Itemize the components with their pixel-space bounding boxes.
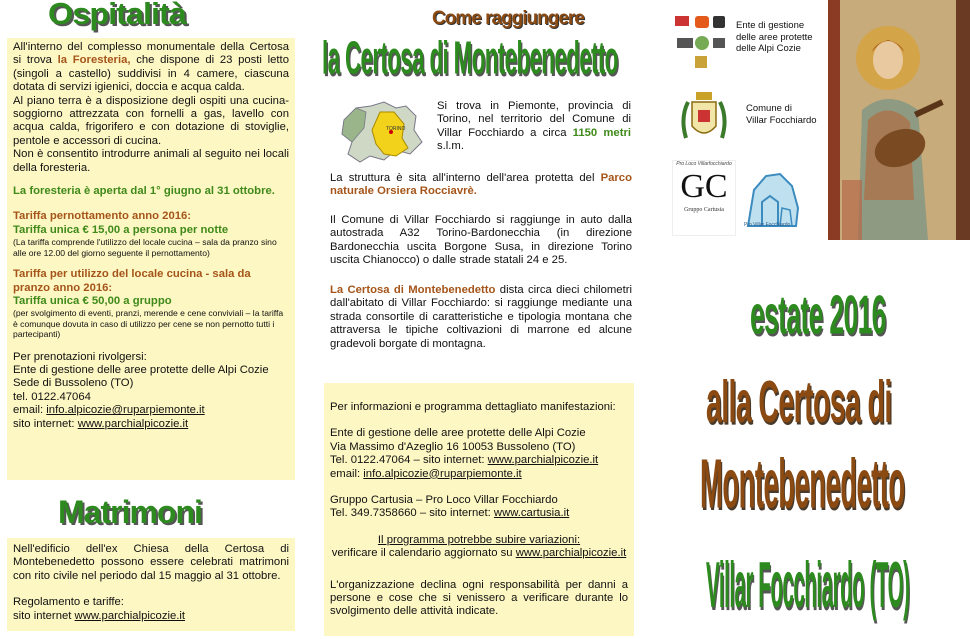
- booking-site-link[interactable]: www.parchialpicozie.it: [77, 417, 189, 430]
- info-box: [324, 383, 634, 636]
- angel-fresco-image: [828, 0, 970, 240]
- tariff-night-note: (La tariffa comprende l'utilizzo del locale cucina – sala da pranzo sino alle ore 12.00 del giorno seguente il pernottamento): [13, 237, 277, 258]
- matrimoni-box: [7, 538, 295, 631]
- info-line-3: Via Massimo d'Azeglio 16 10053 Bussoleno (TO): [330, 440, 576, 453]
- comune-label: Comune di Villar Focchiardo: [746, 103, 817, 126]
- booking-tel: tel. 0122.47064: [13, 390, 91, 403]
- come-raggiungere-text: Come raggiungere: [432, 8, 584, 29]
- matrimoni-site-link[interactable]: www.parchialpicozie.it: [74, 609, 186, 622]
- info-email-line: email: info.alpicozie@ruparpiemonte.it: [330, 467, 522, 480]
- distance-paragraph: La Certosa di Montebenedetto dista circa dieci chilometri dall'abitato di Villar Focchiardo: si raggiunge mediante una strada consortile di caratteristiche e tipologia montana che attraversa le tipiche coltivazioni di marrone ed alcune gradevoli borgate di montagna.: [330, 284, 633, 350]
- tariff-kitchen-note: (per svolgimento di eventi, pranzi, merende e cene conviviali – la tariffa è comunque dovuta in caso di utilizzo per cene se non pernotto tutti i partecipanti): [13, 308, 284, 340]
- alla-certosa-text: alla Certosa di: [706, 367, 892, 435]
- variations-line-1: Il programma potrebbe subire variazioni:: [377, 533, 581, 546]
- road-paragraph: Il Comune di Villar Focchiardo si raggiunge in auto dalla autostrada A32 Torino-Bardonecchia (in direzione Bardonecchia uscita Borgone Susa, in direzione Torino uscita Chianocco) o dalle strade statali 24 e 25.: [330, 214, 632, 267]
- info-site-link[interactable]: www.parchialpicozie.it: [487, 454, 599, 467]
- info-line-4: Tel. 0122.47064 – sito internet: www.parchialpicozie.it: [330, 454, 599, 467]
- comune-crest-icon: [676, 88, 732, 148]
- group-line-1: Gruppo Cartusia – Pro Loco Villar Focchiardo: [330, 494, 558, 507]
- booking-email-line: email: info.alpicozie@ruparpiemonte.it: [13, 404, 205, 417]
- matrimoni-title: [58, 494, 202, 531]
- location-intro: Si trova in Piemonte, provincia di Torino, nel territorio del Comune di Villar Focchiardo a circa 1150 metri s.l.m.: [437, 100, 631, 153]
- gc-logo-icon: GC: [680, 168, 728, 205]
- matrimoni-rules: Regolamento e tariffe:: [13, 596, 124, 609]
- disclaimer: L'organizzazione declina ogni responsabilità per danni a persone e cose che si venissero a verificare durante lo svolgimento delle attività indicate.: [330, 578, 628, 618]
- certosa-title-text: la Certosa di Montebenedetto: [322, 33, 618, 85]
- estate-2016-text: estate 2016: [750, 284, 886, 346]
- alla-certosa-title: [706, 366, 970, 435]
- ente-logos-icon: [673, 14, 729, 70]
- ospitalita-box: [7, 38, 295, 480]
- piemonte-map-icon: [336, 98, 426, 168]
- tariff-kitchen-title: Tariffa per utilizzo del locale cucina - sala da pranzo anno 2016:: [13, 268, 251, 294]
- matrimoni-paragraph: Nell'edificio dell'ex Chiesa della Certosa di Montebenedetto possono essere celebrati matrimoni con rito civile nel periodo dal 15 maggio al 31 ottobre.: [13, 543, 289, 582]
- park-paragraph: La struttura è sita all'interno dell'area protetta del Parco naturale Orsiera Rocciavrè.: [330, 172, 632, 198]
- villar-focchiardo-text: Villar Focchiardo (TO): [706, 548, 910, 621]
- tariff-night-value: Tariffa unica € 15,00 a persona per notte: [13, 223, 229, 236]
- info-email-link[interactable]: info.alpicozie@ruparpiemonte.it: [363, 467, 522, 480]
- animals-paragraph: Non è consentito introdurre animali al seguito nei locali della foresteria.: [13, 148, 289, 174]
- booking-info: [13, 351, 289, 431]
- montebenedetto-title: [700, 443, 970, 523]
- ente-label: Ente di gestione delle aree protette delle Alpi Cozie: [736, 20, 813, 54]
- villar-focchiardo-title: [706, 548, 970, 628]
- map-label: TORINO: [386, 126, 406, 132]
- booking-line-3: Sede di Bussoleno (TO): [13, 377, 134, 390]
- montebenedetto-text: Montebenedetto: [700, 444, 905, 523]
- estate-2016-title: [750, 284, 966, 344]
- tariff-night-title: Tariffa pernottamento anno 2016:: [13, 210, 192, 223]
- variations-site-link[interactable]: www.parchialpicozie.it: [515, 547, 627, 560]
- tariff-kitchen-value: Tariffa unica € 50,00 a gruppo: [13, 294, 172, 307]
- booking-line-1: Per prenotazioni rivolgersi:: [13, 350, 147, 363]
- kitchen-paragraph: Al piano terra è a disposizione degli ospiti una cucina-soggiorno attrezzata con fornelli a gas, lavello con acqua calda, frigorifero e con dotazione di stoviglie, pentole e accessori di cucina.: [13, 94, 289, 147]
- booking-line-2: Ente di gestione delle aree protette delle Alpi Cozie: [13, 363, 269, 376]
- variations-line-2: verificare il calendario aggiornato su www.parchialpicozie.it: [331, 547, 627, 560]
- ospitalita-title-text: Ospitalità: [48, 0, 186, 31]
- info-line-1: Per informazioni e programma dettagliato manifestazioni:: [330, 401, 616, 413]
- info-line-2: Ente di gestione delle aree protette delle Alpi Cozie: [330, 427, 586, 440]
- come-raggiungere-title: [432, 8, 584, 30]
- matrimoni-title-text: Matrimoni: [58, 494, 202, 530]
- group-line-2: Tel. 349.7358660 – sito internet: www.cartusia.it: [330, 507, 570, 520]
- matrimoni-site-line: sito internet www.parchialpicozie.it: [13, 609, 186, 622]
- booking-email-link[interactable]: info.alpicozie@ruparpiemonte.it: [46, 404, 205, 417]
- ospitalita-title: [48, 0, 186, 32]
- foresteria-paragraph: All'interno del complesso monumentale della Certosa si trova la Foresteria, che dispone di 23 posti letto (singoli a castello) suddivisi in 4 camere, ciascuna dotata di servizi igienici, doccia e acqua calda.: [13, 41, 289, 94]
- gruppo-cartusia-logo: Pro Loco Villarfocchiardo GC Gruppo Cartusia: [672, 160, 736, 236]
- booking-site-line: sito internet: www.parchialpicozie.it: [13, 417, 189, 430]
- group-site-link[interactable]: www.cartusia.it: [493, 507, 570, 520]
- open-period: La foresteria è aperta dal 1° giugno al 31 ottobre.: [13, 185, 275, 198]
- pro-loco-label: Pro Villar Focchiardo: [744, 222, 791, 228]
